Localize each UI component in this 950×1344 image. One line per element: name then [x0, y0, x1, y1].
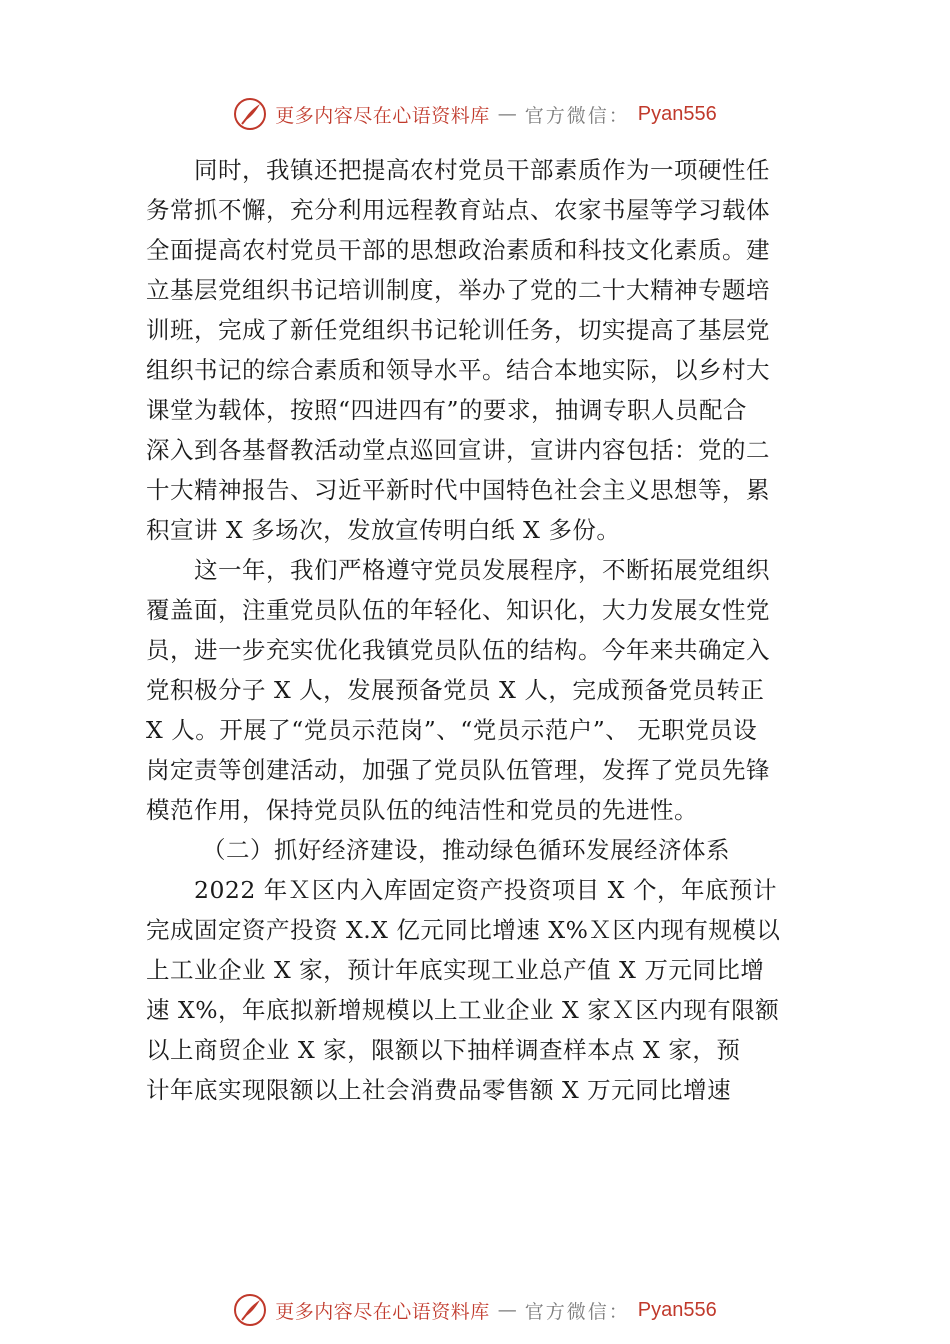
text-line: 岗定责等创建活动，加强了党员队伍管理，发挥了党员先锋 — [146, 756, 770, 784]
text-line: 同时，我镇还把提高农村党员干部素质作为一项硬性任 — [194, 156, 770, 184]
header-separator: — — [497, 103, 517, 125]
text-line: 完成固定资产投资 X.X 亿元同比增速 X%Ｘ区内现有规模以 — [146, 916, 781, 944]
footer-separator: — — [497, 1299, 517, 1321]
text-line: 员，进一步充实优化我镇党员队伍的结构。今年来共确定入 — [146, 636, 770, 664]
text-line: 课堂为载体，按照“四进四有”的要求，抽调专职人员配合 — [146, 396, 748, 424]
text-line: X 人。开展了“党员示范岗”、“党员示范户”、 无职党员设 — [146, 716, 758, 744]
quill-pen-icon — [233, 1293, 267, 1327]
footer-wechat-label: 官方微信： — [524, 1300, 630, 1323]
header-wechat-id: Pyan556 — [637, 102, 717, 125]
quill-pen-icon — [233, 97, 267, 131]
text-line: 速 X%，年底拟新增规模以上工业企业 X 家Ｘ区内现有限额 — [146, 996, 780, 1024]
text-line: 深入到各基督教活动堂点巡回宣讲，宣讲内容包括：党的二 — [146, 436, 770, 464]
paragraph-1 — [146, 150, 808, 550]
text-line: 务常抓不懈，充分利用远程教育站点、农家书屋等学习载体 — [146, 196, 770, 224]
text-line: 积宣讲 X 多场次，发放宣传明白纸 X 多份。 — [146, 516, 621, 544]
text-line: 党积极分子 X 人，发展预备党员 X 人，完成预备党员转正 — [146, 676, 765, 704]
footer-banner — [0, 1290, 950, 1330]
text-line: 十大精神报告、习近平新时代中国特色社会主义思想等，累 — [146, 476, 770, 504]
paragraph-2 — [146, 550, 808, 830]
text-line: 上工业企业 X 家，预计年底实现工业总产值 X 万元同比增 — [146, 956, 765, 984]
header-banner — [0, 94, 950, 134]
footer-wechat-id: Pyan556 — [637, 1298, 717, 1321]
paragraph-3 — [146, 870, 808, 1110]
section-heading: （二）抓好经济建设，推动绿色循环发展经济体系 — [202, 836, 730, 864]
text-line: 立基层党组织书记培训制度，举办了党的二十大精神专题培 — [146, 276, 770, 304]
text-line: 训班，完成了新任党组织书记轮训任务，切实提高了基层党 — [146, 316, 770, 344]
header-brand-text: 更多内容尽在心语资料库 — [275, 104, 490, 127]
text-line: 以上商贸企业 X 家，限额以下抽样调查样本点 X 家，预 — [146, 1036, 741, 1064]
text-line: 这一年，我们严格遵守党员发展程序，不断拓展党组织 — [194, 556, 770, 584]
text-line: 计年底实现限额以上社会消费品零售额 X 万元同比增速 — [146, 1076, 732, 1104]
footer-brand-text: 更多内容尽在心语资料库 — [275, 1300, 490, 1323]
header-wechat-label: 官方微信： — [524, 104, 630, 127]
text-line: 2022 年Ｘ区内入库固定资产投资项目 X 个，年底预计 — [194, 876, 777, 904]
text-line: 组织书记的综合素质和领导水平。结合本地实际，以乡村大 — [146, 356, 770, 384]
text-line: 模范作用，保持党员队伍的纯洁性和党员的先进性。 — [146, 796, 698, 824]
text-line: 覆盖面，注重党员队伍的年轻化、知识化，大力发展女性党 — [146, 596, 770, 624]
document-body — [146, 150, 808, 1110]
text-line: 全面提高农村党员干部的思想政治素质和科技文化素质。建 — [146, 236, 770, 264]
